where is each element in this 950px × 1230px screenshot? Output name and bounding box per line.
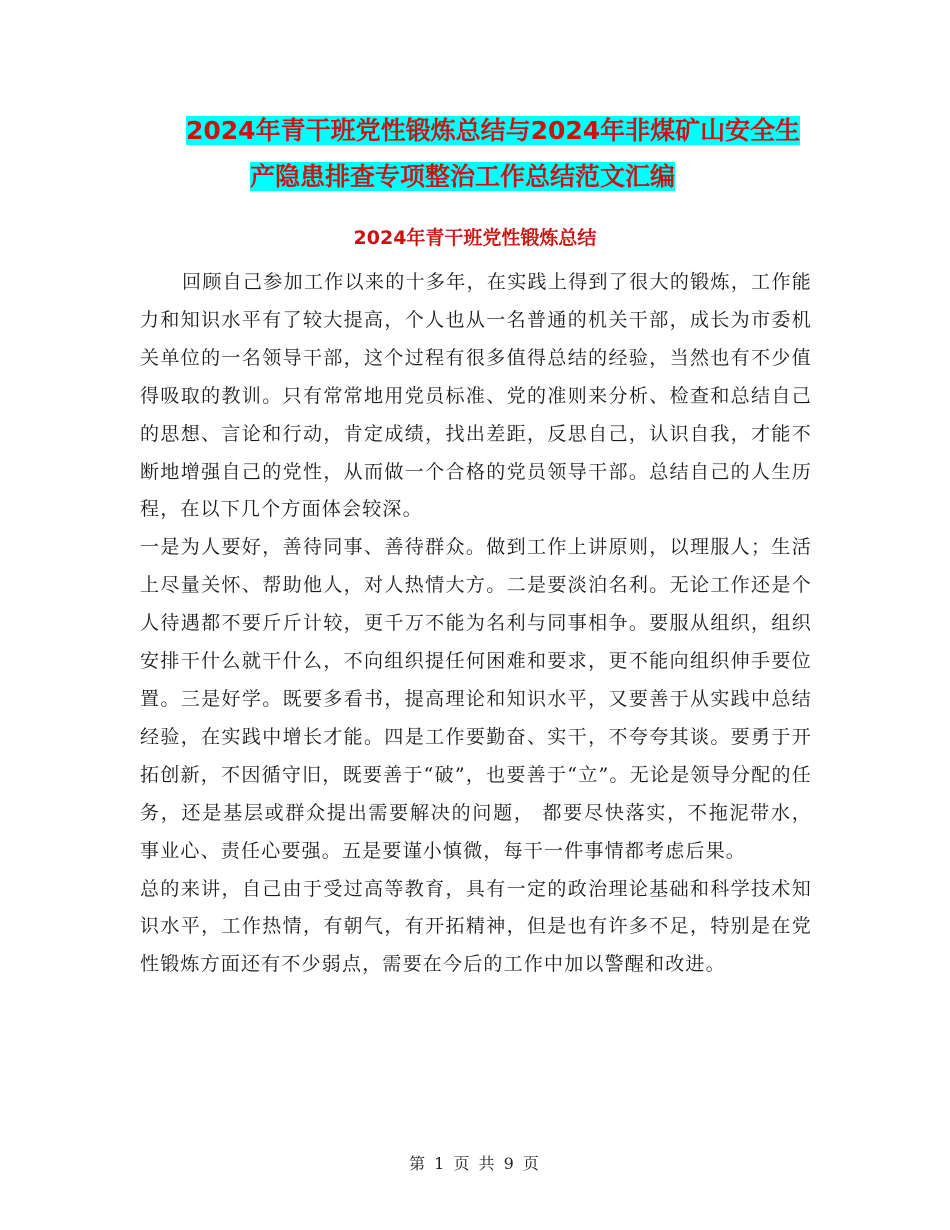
document-body bbox=[140, 264, 812, 984]
document-title-line-1 bbox=[186, 108, 886, 154]
paragraph-2: 一是为人要好，善待同事、善待群众。做到工作上讲原则，以理服人；生活上尽量关怀、帮助他人，对人热情大方。二是要淡泊名利。无论工作还是个人待遇都不要斤斤计较，更千万不能为名利与同事相争。要服从组织，组织安排干什么就干什么，不向组织提任何困难和要求，更不能向组织伸手要位置。三是好学。既要多看书，提高理论和知识水平，又要善于从实践中总结经验，在实践中增长才能。四是工作要勤奋、实干，不夸夸其谈。要勇于开拓创新，不因循守旧，既要善于“破”，也要善于“立”。无论是领导分配的任务，还是基层或群众提出需要解决的问题， 都要尽快落实，不拖泥带水，事业心、责任心要强。五是要谨小慎微，每干一件事情都考虑后果。 bbox=[140, 536, 812, 862]
title-highlight: 2024年青干班党性锻炼总结与2024年非煤矿山安全生 bbox=[186, 116, 801, 145]
document-title-line-2 bbox=[250, 154, 950, 200]
paragraph-3: 总的来讲，自己由于受过高等教育，具有一定的政治理论基础和科学技术知识水平，工作热情，有朝气，有开拓精神，但是也有许多不足，特别是在党性锻炼方面还有不少弱点，需要在今后的工作中加以警醒和改进。 bbox=[140, 877, 812, 976]
title-highlight: 产隐患排查专项整治工作总结范文汇编 bbox=[250, 162, 676, 191]
page-number-footer: 第 1 页 共 9 页 bbox=[409, 1154, 541, 1173]
section-title: 2024年青干班党性锻炼总结 bbox=[353, 227, 597, 249]
paragraph-1: 回顾自己参加工作以来的十多年，在实践上得到了很大的锻炼，工作能力和知识水平有了较大提高，个人也从一名普通的机关干部，成长为市委机关单位的一名领导干部，这个过程有很多值得总结的经验，当然也有不少值得吸取的教训。只有常常地用党员标准、党的准则来分析、检查和总结自己的思想、言论和行动，肯定成绩，找出差距，反思自己，认识自我，才能不断地增强自己的党性，从而做一个合格的党员领导干部。总结自己的人生历程，在以下几个方面体会较深。 bbox=[140, 271, 812, 521]
